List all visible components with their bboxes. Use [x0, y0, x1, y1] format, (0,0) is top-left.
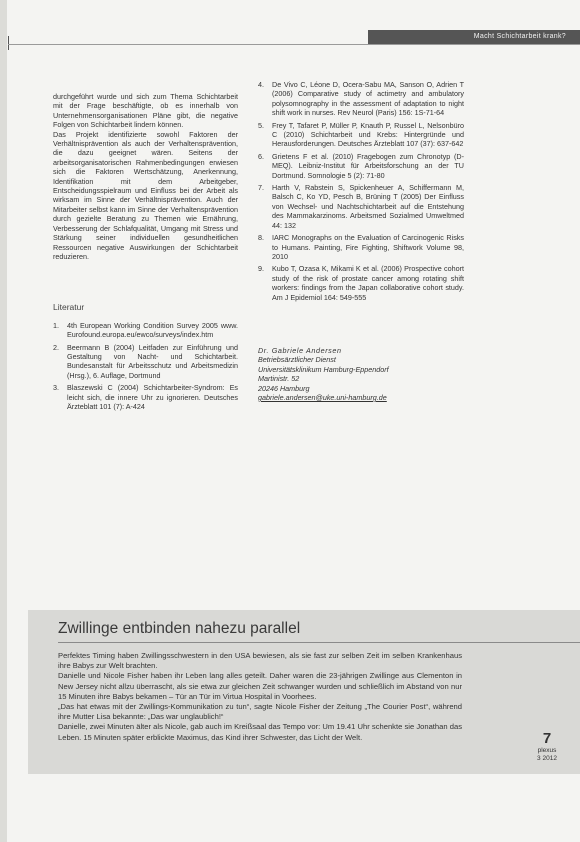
author-block [258, 346, 464, 402]
news-box-text [58, 651, 462, 743]
running-title: Macht Schichtarbeit krank? [368, 30, 580, 44]
author-name: Dr. Gabriele Andersen [258, 345, 342, 355]
news-box-rule [58, 642, 580, 643]
reference-number: 4. [258, 80, 264, 89]
reference-text: Blaszewski C (2004) Schichtarbeiter-Syndrom: Es leicht sich, die innere Uhr zu ignorieren. Deutsches Ärzteblatt 101 (7): A-424 [67, 383, 238, 411]
reference-number: 8. [258, 233, 264, 243]
reference-text: De Vivo C, Léone D, Ocera-Sabu MA, Sanson O, Adrien T (2006) Comparative study of actimetry and ambulatory polysomnography in the assessment of adaptation to night shift work in nurses. Rev Neurol (Paris) 156: 1S-71-64 [272, 80, 464, 118]
magazine-info [522, 747, 572, 763]
reference-item [53, 383, 238, 411]
author-email-link[interactable]: gabriele.andersen@uke.uni-hamburg.de [258, 392, 387, 402]
reference-number: 7. [258, 183, 264, 193]
author-role: Betriebsärztlicher Dienst [258, 355, 336, 365]
magazine-name: plexus [537, 747, 557, 754]
reference-text: Frey T, Tafaret P, Müller P, Knauth P, Russel L, Nelsonbüro C (2010) Schichtarbeit und Krebs: Hintergründe und Herausforderungen. Deutsches Ärzteblatt 107 (37): 637-642 [272, 120, 464, 149]
reference-list [53, 321, 238, 412]
reference-text: Harth V, Rabstein S, Spickenheuer A, Schiffermann M, Balsch C, Ko YD, Pesch B, Brüning T (2005) Der Einfluss von Wechsel- und Nachtschichtarbeit auf die Entstehung des Mammakarzinoms. Arbeitsmed Sozialmed Umweltmed 44: 132 [272, 183, 464, 230]
author-institution: Universitätsklinikum Hamburg-Eppendorf [258, 364, 389, 374]
reference-text: Grietens F et al. (2010) Fragebogen zum Chronotyp (D-MEQ). Leibniz-Institut für Arbeitsforschung an der TU Dortmund. Somnologie 5 (2): 71-80 [272, 151, 464, 180]
reference-text: Beermann B (2004) Leitfaden zur Einführung und Gestaltung von Nacht- und Schichtarbeit. Bundesanstalt für Arbeitsschutz und Arbeitsmedizin (Hrsg.), 6. Auflage, Dortmund [67, 342, 238, 380]
reference-text: 4th European Working Condition Survey 2005 www. Eurofound.europa.eu/ewco/surveys/index.htm [67, 320, 238, 340]
reference-number: 2. [53, 342, 59, 352]
reference-item [53, 321, 238, 340]
news-box-title: Zwillinge entbinden nahezu parallel [58, 620, 301, 637]
news-paragraph: Perfektes Timing haben Zwillingsschwestern in den USA bewiesen, als sie fast zur selben Zeit im selben Krankenhaus ihre Babys zur Welt brachten. [58, 651, 462, 671]
body-paragraph: Das Projekt identifizierte sowohl Faktoren der Verhältnisprävention als auch der Verhaltensprävention, die dazu geeignet wären. Seitens der arbeitsorganisatorischen Rahmenbedingungen erwiesen sich die Faktoren Wertschätzung, Anerkennung, Identifikation mit dem Arbeitgeber, Entscheidungsspielraum und Einfluss bei der Arbeit als wirksam im Sinne der Verhältnisprävention. Auch der Mitarbeiter selbst kann im Sinne der Verhaltensprävention durch gezielte Beratung zu Themen wie Ernährung, Verbesserung der Schlafqualität, Umgang mit Stress und Stärkung seiner individuellen gesundheitlichen Ressourcen negative Auswirkungen der Schichtarbeit reduzieren. [53, 129, 238, 261]
reference-item [258, 152, 464, 180]
header-rule [8, 44, 580, 45]
literature-heading: Literatur [53, 302, 85, 313]
reference-item [258, 121, 464, 149]
reference-item [258, 264, 464, 302]
page-edge [0, 0, 7, 842]
reference-number: 3. [53, 383, 59, 393]
left-column [53, 92, 238, 414]
author-street: Martinistr. 52 [258, 374, 300, 384]
header-tick [8, 36, 9, 50]
magazine-issue: 3 2012 [537, 755, 557, 762]
reference-number: 9. [258, 264, 264, 274]
body-paragraph: durchgeführt wurde und sich zum Thema Schichtarbeit mit der Frage beschäftigte, ob es innerhalb von Unternehmensorganisationen Pläne gibt, die negative Folgen von Schichtarbeit lindern können. [53, 92, 238, 130]
reference-list [258, 80, 464, 302]
reference-item [258, 80, 464, 118]
reference-item [258, 233, 464, 261]
reference-number: 6. [258, 151, 264, 161]
author-city: 20246 Hamburg [258, 383, 310, 393]
reference-item [53, 343, 238, 381]
reference-text: Kubo T, Ozasa K, Mikami K et al. (2006) Prospective cohort study of the risk of prostate cancer among rotating shift workers: findings from the Japan collaborative cohort study. Am J Epidemiol 164: 549-555 [272, 264, 464, 302]
news-paragraph: Danielle, zwei Minuten älter als Nicole, gab auch im Kreißsaal das Tempo vor: Um 19.41 Uhr schenkte sie Jonathan das Leben. 15 Minuten später erblickte Maximus, das Kind ihrer Schwester, das Licht der Welt. [58, 722, 462, 742]
right-column [258, 80, 464, 402]
news-paragraph: Danielle und Nicole Fisher haben ihr Leben lang alles geteilt. Daher waren die 23-jährigen Zwillinge aus Clementon in New Jersey nicht allzu überrascht, als sie etwa zur gleichen Zeit schwanger wurden und schließlich im Abstand von nur 15 Minuten ihre Babys bekamen – Tür an Tür im Virtua Hospital in Voorhees. [58, 671, 462, 701]
news-paragraph: „Das hat etwas mit der Zwillings-Kommunikation zu tun“, sagte Nicole Fisher der Zeitung „The Courier Post“, während ihre Mutter Lisa bekannte: „Das war unglaublich!“ [58, 702, 462, 722]
reference-number: 5. [258, 120, 264, 130]
reference-number: 1. [53, 320, 59, 330]
reference-text: IARC Monographs on the Evaluation of Carcinogenic Risks to Humans. Painting, Fire Fighting, Shiftwork Volume 98, 2010 [272, 233, 464, 261]
reference-item [258, 183, 464, 230]
page-number: 7 [542, 730, 552, 747]
